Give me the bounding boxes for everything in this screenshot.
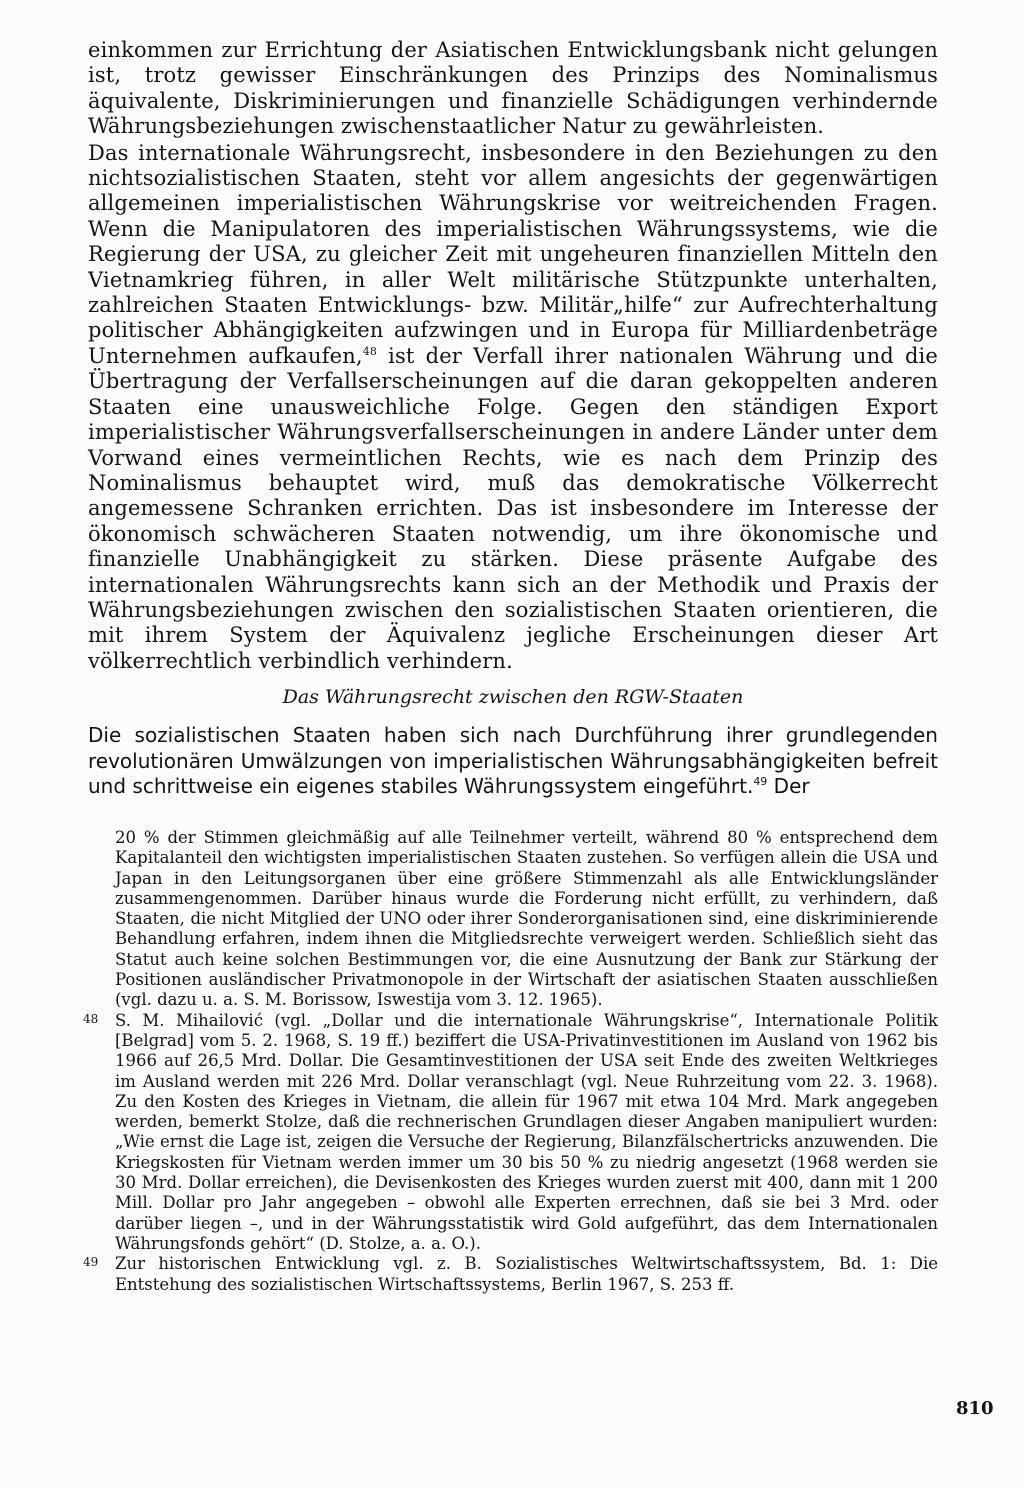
paragraph-1: einkommen zur Errichtung der Asiatischen Entwicklungsbank nicht gelungen ist, trotz gewisser Einschränkungen des Prinzips des Nominalismus äquivalente, Diskriminierungen und finanzielle Schädigungen verhindernde Währungsbeziehungen zwischenstaatlicher Natur zu gewährleisten.	[88, 38, 938, 139]
footnote-49	[83, 1254, 938, 1295]
footnote-text: Zur historischen Entwicklung vgl. z. B. Sozialistisches Weltwirtschaftssystem, Bd. 1: Die Entstehung des sozialistischen Wirtschaftssystems, Berlin 1967, S. 253 ff.	[115, 1254, 938, 1294]
footnote-number: 49	[83, 1255, 99, 1270]
section-paragraph	[88, 723, 938, 800]
footnote-continued	[83, 828, 938, 1011]
footnote-text: 20 % der Stimmen gleichmäßig auf alle Teilnehmer verteilt, während 80 % entsprechend dem Kapitalanteil den wichtigsten imperialistischen Staaten zustehen. So verfügen allein die USA und Japan in den Leitungsorganen über eine größere Stimmenzahl als alle Entwicklungsländer zusammengenommen. Darüber hinaus wurde die Forderung nicht erfüllt, zu verhindern, daß Staaten, die nicht Mitglied der UNO oder ihrer Sonderorganisationen sind, eine diskriminierende Behandlung erfahren, indem ihnen die Mitgliedsrechte verweigert werden. Schließlich sieht das Statut auch keine solchen Bestimmungen vor, die eine Ausnutzung der Bank zur Stärkung der Positionen ausländischer Privatmonopole in der Wirtschaft der asiatischen Staaten ausschließen (vgl. dazu u. a. S. M. Borissow, Iswestija vom 3. 12. 1965).	[115, 828, 938, 1010]
section-text	[88, 723, 938, 800]
paragraph-2-text-a: Das internationale Währungsrecht, insbesondere in den Beziehungen zu den nichtsozialistischen Staaten, steht vor allem angesichts der gegenwärtigen allgemeinen imperialistischen Währungskrise vor weitreichenden Fragen. Wenn die Manipulatoren des imperialistischen Währungssystems, wie die Regierung der USA, zu gleicher Zeit mit ungeheuren finanziellen Mitteln den Vietnamkrieg führen, in aller Welt militärische Stützpunkte unterhalten, zahlreichen Staaten Entwicklungs- bzw. Militär„hilfe“ zur Aufrechterhaltung politischer Abhängigkeiten aufzwingen und in Europa für Milliardenbeträge Unternehmen aufkaufen,	[88, 140, 938, 368]
footnotes	[83, 828, 938, 1295]
paragraph-2	[88, 141, 938, 675]
section-heading: Das Währungsrecht zwischen den RGW-Staaten	[282, 686, 744, 708]
main-text	[88, 38, 938, 674]
page-number: 810	[956, 1398, 994, 1419]
footnote-number: 48	[83, 1011, 99, 1026]
paragraph-2-text-b: ist der Verfall ihrer nationalen Währung und die Übertragung der Verfallserscheinungen auf die daran gekoppelten anderen Staaten eine unausweichliche Folge. Gegen den ständigen Export imperialistischer Währungsverfallserscheinungen in andere Länder unter dem Vorwand eines vermeintlichen Rechts, wie es nach dem Prinzip des Nominalismus behauptet wird, muß das demokratische Völkerrecht angemessene Schranken errichten. Das ist insbesondere im Interesse der ökonomisch schwächeren Staaten notwendig, um ihre ökonomische und finanzielle Unabhängigkeit zu stärken. Diese präsente Aufgabe des internationalen Währungsrechts kann sich an der Methodik und Praxis der Währungsbeziehungen zwischen den sozialistischen Staaten orientieren, die mit ihrem System der Äquivalenz jegliche Erscheinungen dieser Art völkerrechtlich verbindlich verhindern.	[88, 343, 938, 673]
footnote-ref-49: 49	[753, 775, 768, 788]
footnote-ref-48: 48	[362, 344, 378, 358]
section-paragraph-text-a: Die sozialistischen Staaten haben sich nach Durchführung ihrer grundlegenden revolutionären Umwälzungen von imperialistischen Währungsabhängigkeiten befreit und schrittweise ein eigenes stabiles Währungssystem eingeführt.	[88, 723, 938, 798]
section-paragraph-text-b: Der	[767, 774, 810, 798]
footnote-48	[83, 1011, 938, 1255]
footnote-text: S. M. Mihailović (vgl. „Dollar und die internationale Währungskrise“, Internationale Politik [Belgrad] vom 5. 2. 1968, S. 19 ff.) beziffert die USA-Privatinvestitionen im Ausland von 1962 bis 1966 auf 26,5 Mrd. Dollar. Die Gesamtinvestitionen der USA seit Ende des zweiten Weltkrieges im Ausland werden mit 226 Mrd. Dollar veranschlagt (vgl. Neue Ruhrzeitung vom 22. 3. 1968). Zu den Kosten des Krieges in Vietnam, die allein für 1967 mit etwa 104 Mrd. Mark angegeben werden, bemerkt Stolze, daß die rechnerischen Grundlagen dieser Angaben manipuliert wurden: „Wie ernst die Lage ist, zeigen die Versuche der Regierung, Bilanzfälschertricks anzuwenden. Die Kriegskosten für Vietnam werden immer um 30 bis 50 % zu niedrig angesetzt (1968 werden sie 30 Mrd. Dollar erreichen), die Devisenkosten des Krieges wurden zuerst mit 400, dann mit 1 200 Mill. Dollar pro Jahr angegeben – obwohl alle Experten errechnen, daß sie bei 3 Mrd. oder darüber liegen –, und in der Währungsstatistik wird Gold aufgeführt, das dem Internationalen Währungsfonds gehört“ (D. Stolze, a. a. O.).	[115, 1010, 938, 1253]
